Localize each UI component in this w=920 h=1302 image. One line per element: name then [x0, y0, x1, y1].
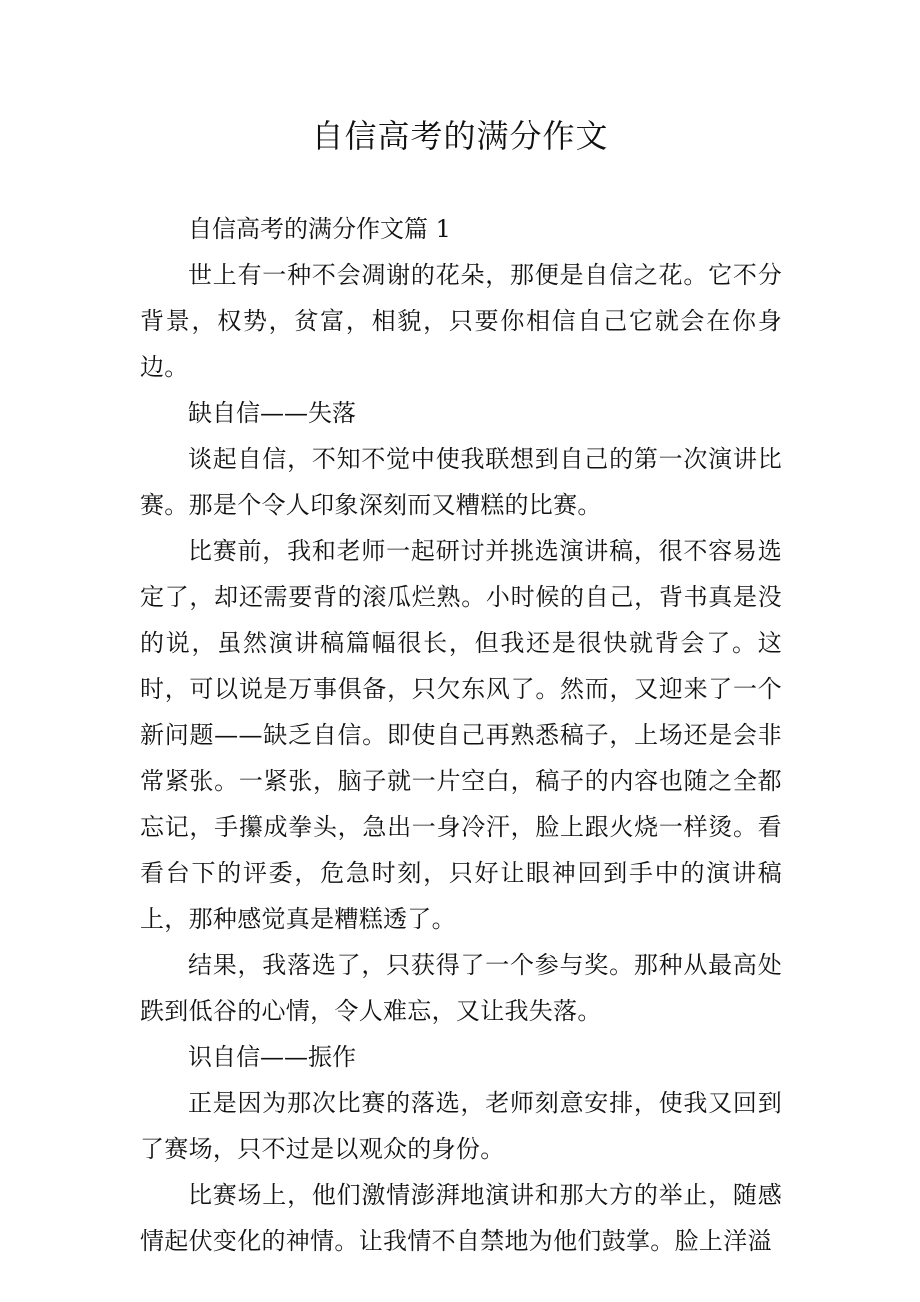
paragraph: 比赛场上，他们激情澎湃地演讲和那大方的举止，随感情起伏变化的神情。让我情不自禁地为他们鼓掌。脸上洋溢	[140, 1181, 782, 1255]
article-body	[140, 206, 782, 1264]
section-heading: 缺自信——失落	[188, 399, 356, 427]
paragraph: 正是因为那次比赛的落选，老师刻意安排，使我又回到了赛场，只不过是以观众的身份。	[140, 1089, 782, 1163]
section-heading: 自信高考的满分作文篇 1	[188, 215, 451, 243]
section-heading: 识自信——振作	[188, 1043, 356, 1071]
paragraph: 结果，我落选了，只获得了一个参与奖。那种从最高处跌到低谷的心情，令人难忘，又让我失落。	[140, 951, 782, 1025]
paragraph: 世上有一种不会凋谢的花朵，那便是自信之花。它不分背景，权势，贫富，相貌，只要你相信自己它就会在你身边。	[140, 261, 782, 381]
paragraph: 谈起自信，不知不觉中使我联想到自己的第一次演讲比赛。那是个令人印象深刻而又糟糕的比赛。	[140, 445, 782, 519]
page-title: 自信高考的满分作文	[311, 117, 609, 155]
paragraph: 比赛前，我和老师一起研讨并挑选演讲稿，很不容易选定了，却还需要背的滚瓜烂熟。小时候的自己，背书真是没的说，虽然演讲稿篇幅很长，但我还是很快就背会了。这时，可以说是万事俱备，只欠东风了。然而，又迎来了一个新问题——缺乏自信。即使自己再熟悉稿子，上场还是会非常紧张。一紧张，脑子就一片空白，稿子的内容也随之全都忘记，手攥成拳头，急出一身冷汗，脸上跟火烧一样烫。看看台下的评委，危急时刻，只好让眼神回到手中的演讲稿上，那种感觉真是糟糕透了。	[140, 537, 782, 933]
